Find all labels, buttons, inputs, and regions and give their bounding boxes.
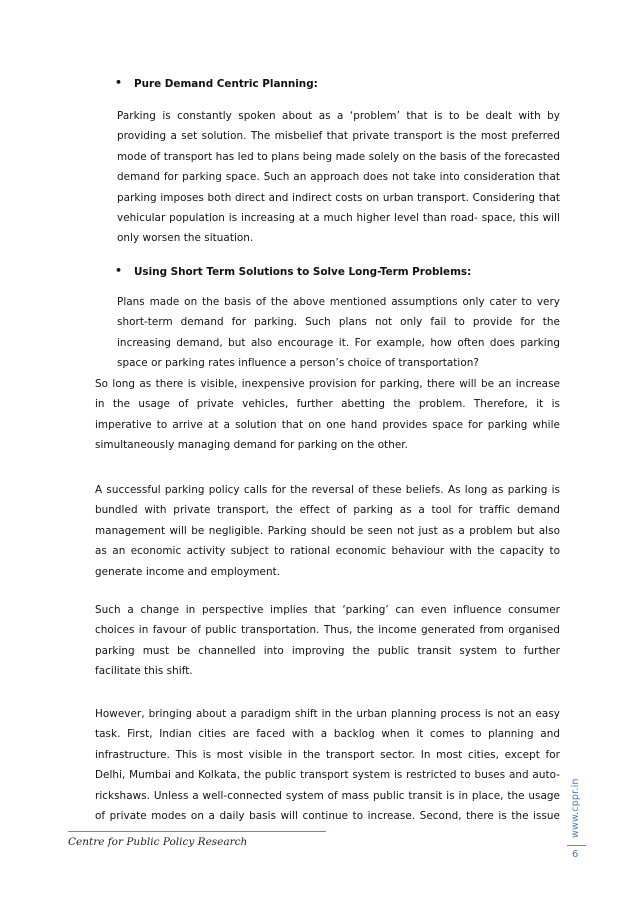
paragraph (95, 480, 560, 582)
bullet-marker: • (115, 264, 123, 277)
paragraph (95, 704, 560, 826)
paragraph (95, 600, 560, 682)
text-line: Such a change in perspective implies that ‘parking’ can even influence consumer (95, 604, 560, 616)
text-line: generate income and employment. (95, 565, 281, 578)
text-line: increasing demand, but also encourage it. For example, how often does parking (117, 336, 560, 349)
text-line: So long as there is visible, inexpensive provision for parking, there will be an increase (95, 378, 560, 390)
text-line: facilitate this shift. (95, 665, 193, 678)
text-line: Parking is constantly spoken about as a ‘problem’ that is to be dealt with by (117, 110, 560, 122)
text-line: only worsen the situation. (117, 232, 254, 245)
text-line: simultaneously managing demand for parking on the other. (95, 439, 409, 452)
text-line: management will be negligible. Parking should be seen not just as a problem but also (95, 524, 560, 537)
text-line: imperative to arrive at a solution that on one hand provides space for parking while (95, 418, 560, 431)
bullet-marker: • (115, 76, 123, 89)
page-number-divider (567, 845, 586, 846)
bullet-heading-demand-centric: Pure Demand Centric Planning: (134, 78, 318, 90)
text-line: choices in favour of public transportation. Thus, the income generated from organised (95, 624, 560, 637)
text-line: parking imposes both direct and indirect costs on urban transport. Considering that (117, 191, 560, 204)
text-line: infrastructure. This is most visible in the transport sector. In most cities, except for (95, 748, 560, 761)
footer-website-link[interactable]: www.cppr.in (570, 778, 581, 838)
text-line: However, bringing about a paradigm shift in the urban planning process is not an easy (95, 708, 560, 720)
text-line: of private modes on a daily basis will continue to increase. Second, there is the issue (95, 810, 560, 823)
text-line: as an economic activity subject to rational economic behaviour with the capacity to (95, 545, 560, 558)
text-line: task. First, Indian cities are faced with a backlog when it comes to planning and (95, 728, 560, 741)
text-line: mode of transport has led to plans being made solely on the basis of the forecasted (117, 150, 560, 163)
text-line: demand for parking space. Such an approach does not take into consideration that (117, 171, 560, 184)
text-line: in the usage of private vehicles, further abetting the problem. Therefore, it is (95, 398, 560, 411)
text-line: Plans made on the basis of the above mentioned assumptions only cater to very (117, 296, 560, 308)
paragraph (95, 374, 560, 456)
text-line: rickshaws. Unless a well-connected system of mass public transit is in place, the usage (95, 789, 560, 802)
text-line: short-term demand for parking. Such plans not only fail to provide for the (117, 316, 560, 329)
text-line: Delhi, Mumbai and Kolkata, the public transport system is restricted to buses and auto- (95, 769, 560, 782)
text-line: A successful parking policy calls for the reversal of these beliefs. As long as parking is (95, 484, 560, 496)
text-line: bundled with private transport, the effect of parking as a tool for traffic demand (95, 504, 560, 517)
text-line: vehicular population is increasing at a much higher level than road- space, this will (117, 212, 560, 225)
bullet1-paragraph (117, 106, 560, 249)
footer-organization: Centre for Public Policy Research (68, 836, 248, 848)
text-line: space or parking rates influence a person’s choice of transportation? (117, 357, 479, 370)
page-number: 6 (572, 849, 579, 860)
footer-divider (68, 831, 326, 832)
bullet2-paragraph (117, 292, 560, 374)
text-line: providing a set solution. The misbelief that private transport is the most preferred (117, 130, 560, 143)
bullet-heading-short-term: Using Short Term Solutions to Solve Long-Term Problems: (134, 266, 472, 278)
text-line: parking must be channelled into improving the public transit system to further (95, 644, 560, 657)
